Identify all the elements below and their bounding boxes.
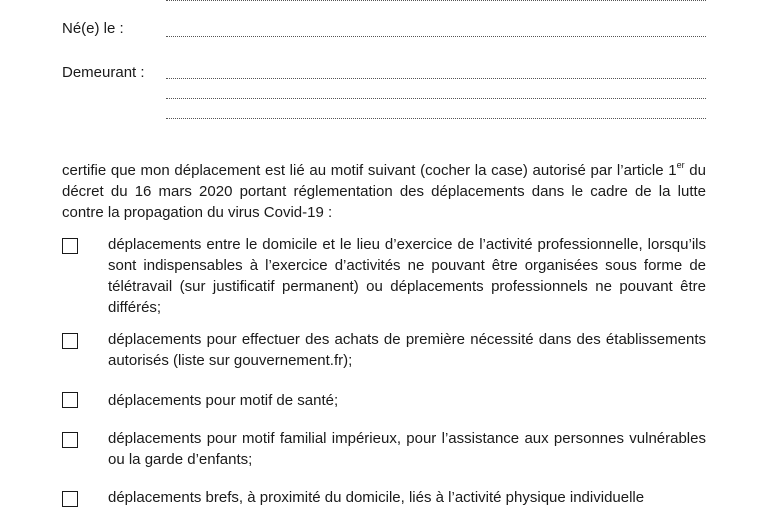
option-family: déplacements pour motif familial impérieux, pour l’assistance aux personnes vulnérables ou la garde d’enfants; — [108, 430, 706, 468]
option-work-travel: déplacements entre le domicile et le lieu d’exercice de l’activité professionnelle, lorsqu’ils sont indispensables à l’exercice d’activités ne pouvant être organisées sous forme de télétravail (sur justificatif permanent) ou déplacements professionnels ne pouvant être différés; — [108, 236, 706, 316]
certification-text-start: certifie que mon déplacement est lié au motif suivant (cocher la case) autorisé par l’article 1 — [62, 162, 677, 179]
address-field-line-3[interactable] — [166, 118, 706, 119]
address-field-line-2[interactable] — [166, 98, 706, 99]
address-field-line-1[interactable] — [166, 78, 706, 79]
ordinal-superscript: er — [676, 160, 685, 170]
checkbox-physical-activity[interactable] — [62, 491, 78, 507]
certification-text-end: du décret du 16 mars 2020 portant réglementation des déplacements dans le cadre de la lutte contre la propagation du virus Covid-19 : — [62, 162, 706, 221]
checkbox-essential-shopping[interactable] — [62, 333, 78, 349]
name-field-line[interactable] — [166, 0, 706, 1]
option-health: déplacements pour motif de santé; — [108, 392, 339, 409]
option-physical-activity: déplacements brefs, à proximité du domicile, liés à l’activité physique individuelle — [108, 489, 645, 506]
birth-date-field[interactable] — [166, 36, 706, 37]
address-label: Demeurant : — [62, 64, 145, 81]
checkbox-health[interactable] — [62, 392, 78, 408]
checkbox-family[interactable] — [62, 432, 78, 448]
certification-statement — [62, 160, 706, 223]
checkbox-work-travel[interactable] — [62, 238, 78, 254]
birth-date-label: Né(e) le : — [62, 20, 124, 37]
option-essential-shopping: déplacements pour effectuer des achats de première nécessité dans des établissements autorisés (liste sur gouvernement.fr); — [108, 331, 706, 369]
